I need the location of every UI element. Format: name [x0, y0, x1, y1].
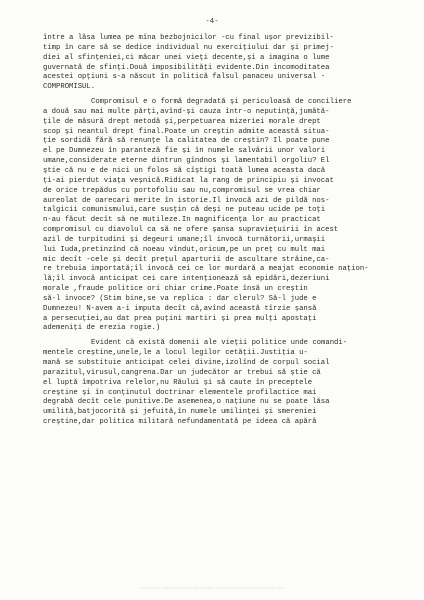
text-line: mic decît -cele și decît prețul aparturii de ascultare străine,ca- — [43, 255, 330, 264]
text-line: știe că nu e de nici un folos să cîștigi toată lumea aceasta dacă — [43, 166, 326, 175]
text-line: re trebuia importată;îl invocă cei ce lor murdară a meajat economie națion- — [43, 265, 369, 274]
text-line: el luptă împotriva relelor,nu Răului și să caute în preceptele — [43, 378, 313, 387]
text-line: ademeniți de erezia rogie.) — [43, 324, 161, 333]
text-line: ți-ai pierdut viața veșnică.Ridicat la rang de principiu și invocat — [43, 176, 334, 185]
text-line: de orice trepădus cu portofoliu sau nu,compromisul se vrea chiar — [43, 186, 321, 195]
text-line: degrabă decît cele punitive.De asemenea,o națiune nu se poate lăsa — [43, 398, 330, 407]
text-line: creștine și în conținutul doctrinar elementele profilactice mai — [43, 388, 317, 397]
text-line: el pe Dumnezeu în paranteză fie și în numele salvării unor valori — [43, 147, 326, 156]
text-line: guvernată de sfinți.Două imposibilități evidente.Din incomoditatea — [43, 63, 330, 72]
text-line: între a lăsa lumea pe mîna bezbojnicilor -cu final ușor previzibil- — [43, 34, 334, 42]
text-line: țile de măsură drept metodă și,perpetuarea mizeriei morale drept — [43, 117, 321, 126]
text-line: diei al sfințeniei,ci măcar unei vieți decente,și a imagina o lume — [43, 53, 330, 62]
text-line: n-au făcut decît să ne mutileze.In magnificența lor au practicat — [43, 216, 321, 225]
text-line: parazitul,virusul,cangrena.Dar un judecător ar trebui să știe că — [43, 368, 321, 377]
text-line: a persecuției,au dat prea puțini martiri și prea mulți apostați — [43, 314, 317, 323]
text-line: compromisul cu diavolul ca să ne ofere șansa supraviețuirii în acest — [43, 226, 339, 235]
text-line: Dumnezeu! N-avem a-i imputa decît că,avînd această tîrzie șansă — [43, 304, 317, 313]
text-line: COMPROMISUL. — [43, 83, 96, 92]
text-line: aureolat de oarecari merite în istorie.Il invocă azi de pildă nos- — [43, 196, 330, 205]
text-line: mentele creștine,unele,le a locul legilor cetății.Justiția u- — [43, 349, 308, 358]
text-line: mană se substituie anticipat celei divine,izolînd de corpul social — [43, 359, 330, 367]
text-line: să-l invoce? (Stim bine,se va replica : dar clerul? Să-l jude e — [43, 294, 317, 303]
text-line: Compromisul e o formă degradată și periculoasă de conciliere — [91, 98, 352, 107]
text-line: scop și neantul drept final.Poate un creștin admite această situa- — [43, 127, 330, 136]
page-number: -4- — [205, 16, 219, 25]
text-line: a două sau mai multe părți,avînd-și cauza într-o neputință,jumătă- — [43, 107, 330, 116]
footer-watermark: Provided by The University of Washington for personal and educational use only — [139, 586, 285, 590]
document-body — [43, 34, 411, 428]
text-line: acestei opțiuni s-a născut în politică falsul panaceu universal - — [43, 73, 326, 82]
text-line: lă;îl invocă anticipat cei care intenționează să epidări,dezeriuni — [43, 275, 330, 284]
text-line: talgicii comunismului,care susțin că deși ne puteau ucide pe toți — [43, 206, 326, 215]
text-line: Evident că există domenii ale vieții politice unde comandi- — [91, 339, 348, 348]
text-line: creștine,dar politica militară nefundamentată pe ideea că apără — [43, 418, 317, 427]
text-line: azil de turpitudini și degeuri umane;îl invocă turnătorii,urmașii — [43, 235, 326, 244]
text-line: timp în care să se dedice individual nu exercițiului dar și primej- — [43, 43, 334, 52]
text-line: umilită,batjocorită și jefuită,în numele umilinței și smereniei — [43, 408, 317, 417]
text-line: morale ,fraude politice ori chiar crime.Poate însă un creștin — [43, 285, 308, 294]
text-line: ție sordidă fără să renunțe la calitatea de creștin? Il poate pune — [43, 137, 330, 146]
text-line: lui Iuda,pretinzînd că noeau vîndut,oricum,pe un preț cu mult mai — [43, 245, 326, 254]
text-line: umane,considerate eterne dintrun gîndnos și lamentabil orgoliu? El — [43, 157, 330, 166]
